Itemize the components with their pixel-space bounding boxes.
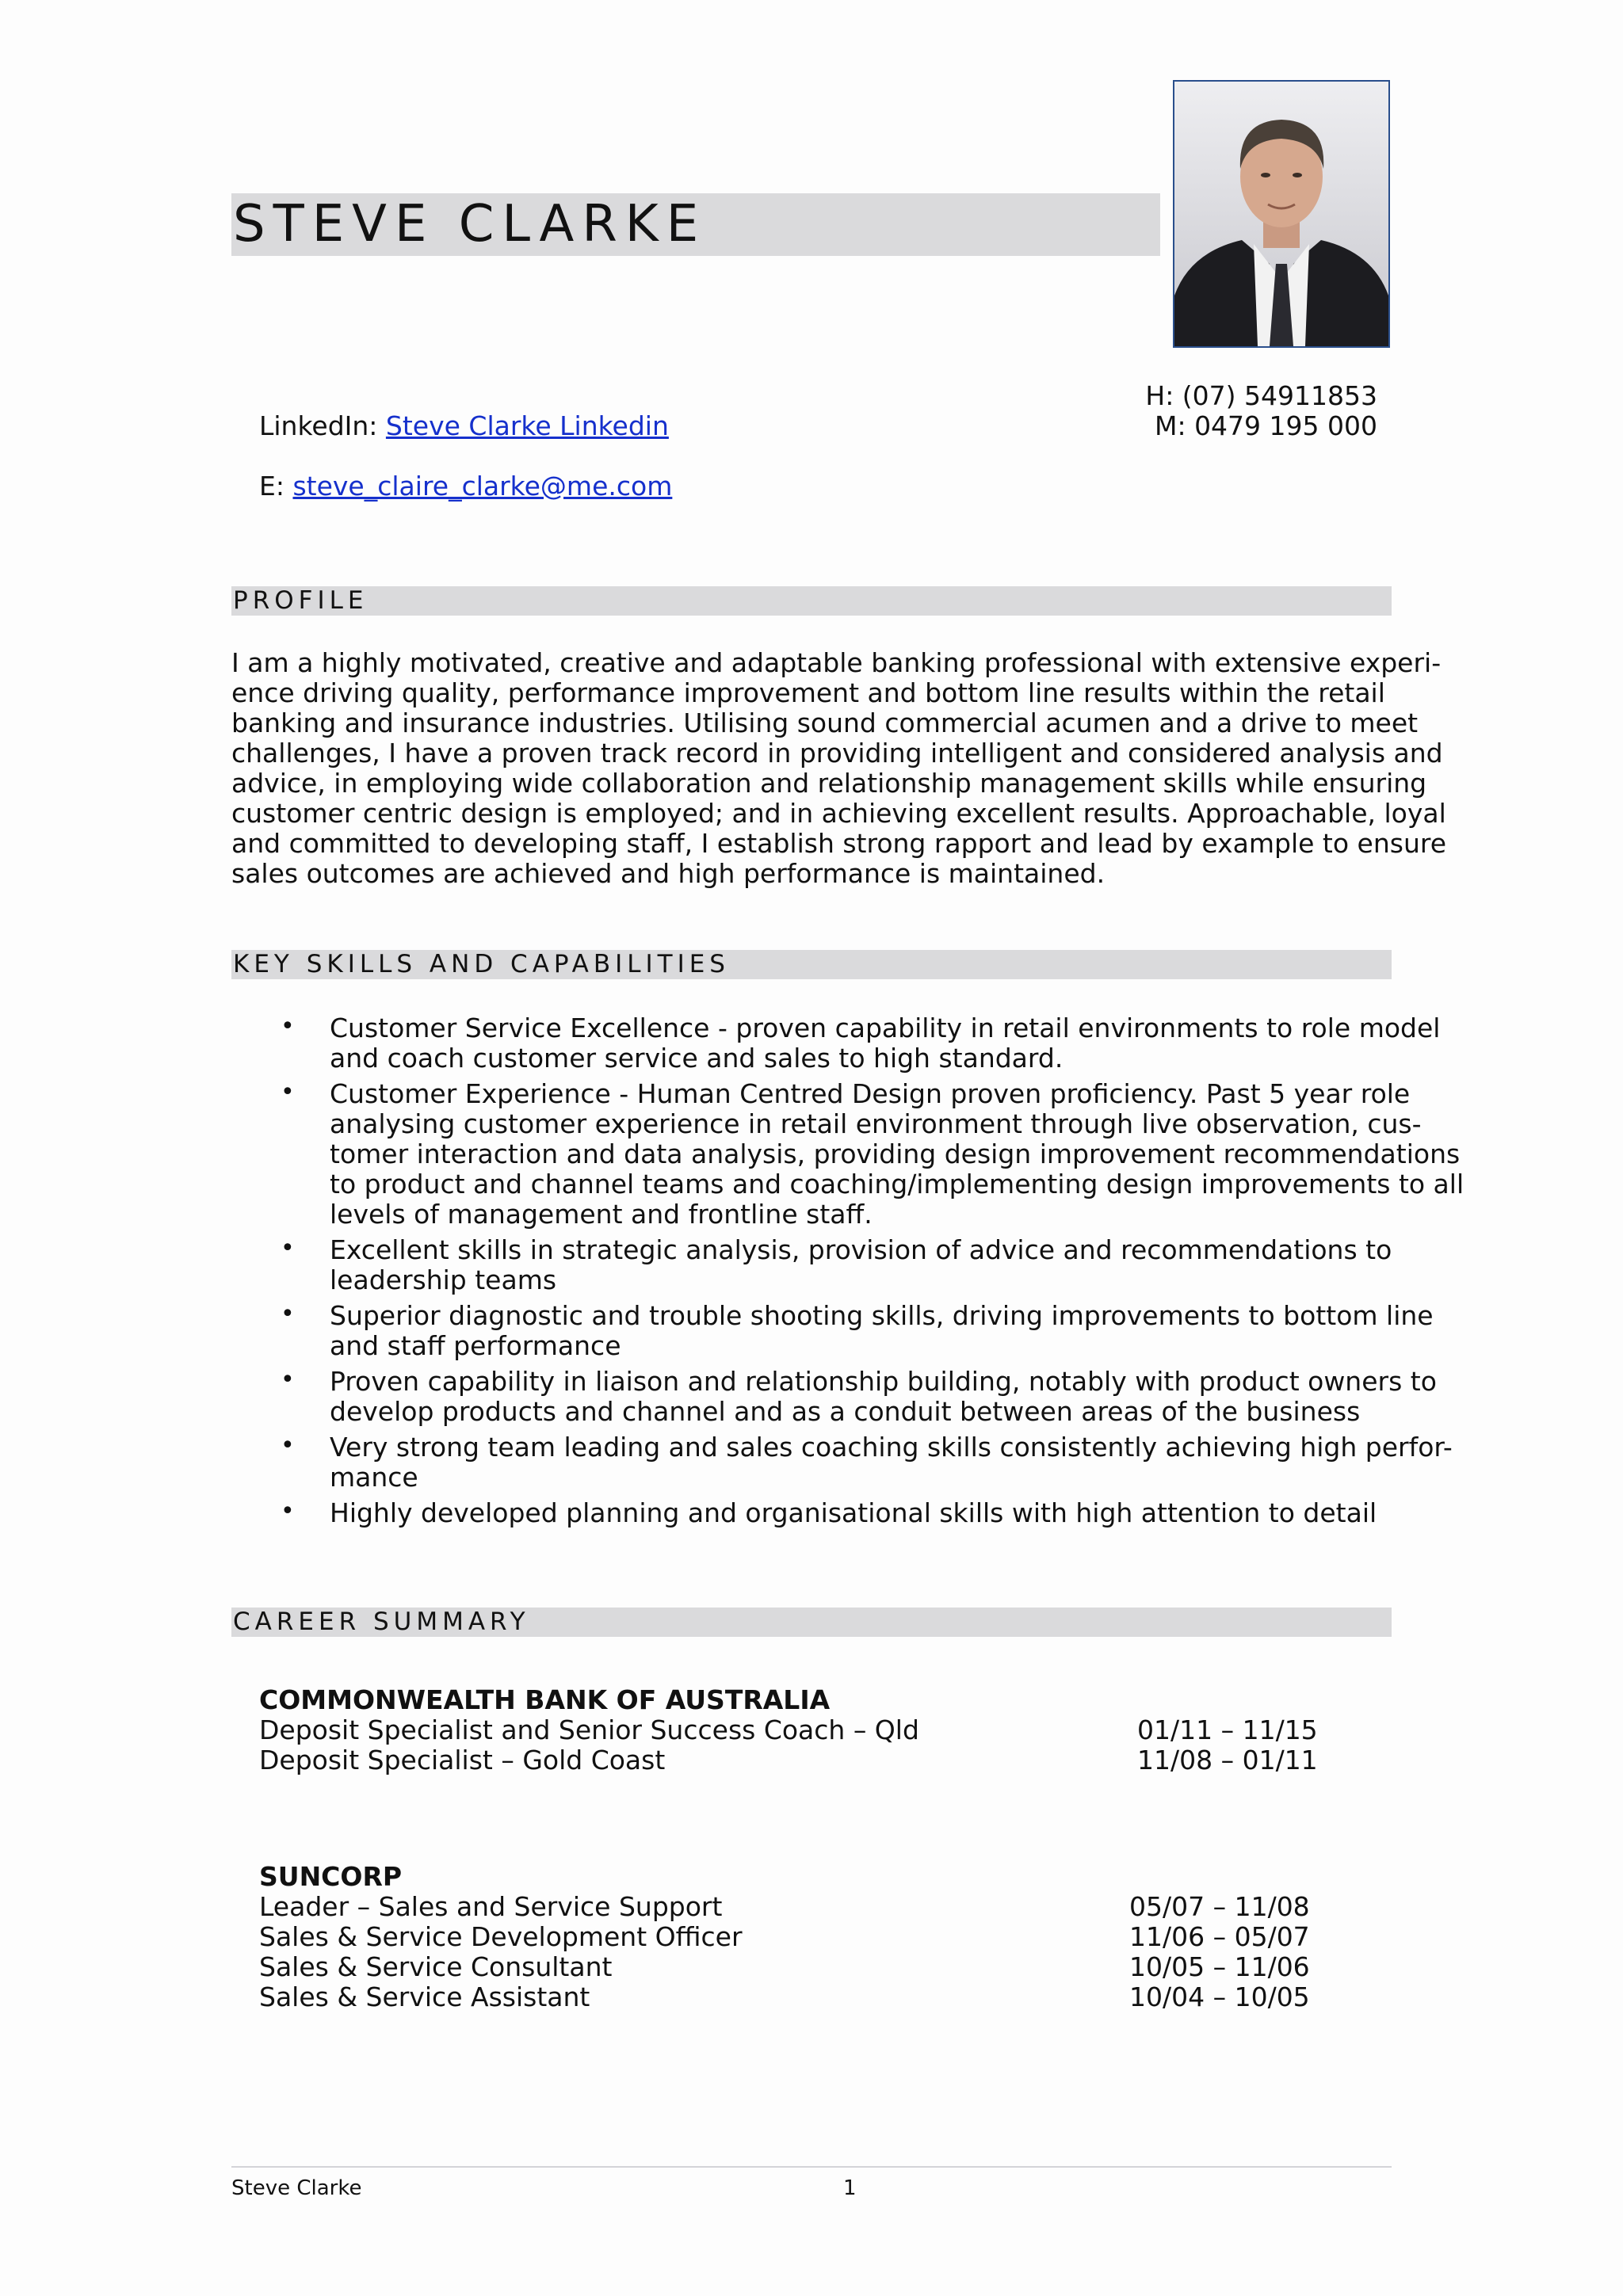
skill-line: leadership teams bbox=[330, 1264, 557, 1295]
skill-line: Excellent skills in strategic analysis, provision of advice and recommendations to bbox=[330, 1234, 1392, 1265]
role-dates: 05/07 – 11/08 bbox=[1129, 1891, 1310, 1922]
skill-item bbox=[231, 1366, 1437, 1427]
portrait-illustration bbox=[1174, 82, 1388, 346]
skill-line: mance bbox=[330, 1462, 418, 1493]
skill-line: Superior diagnostic and trouble shooting skills, driving improvements to bottom line bbox=[330, 1300, 1434, 1331]
bullet-icon: • bbox=[281, 1366, 295, 1394]
profile-photo bbox=[1173, 80, 1390, 348]
linkedin-label: LinkedIn: bbox=[259, 410, 386, 441]
bullet-icon: • bbox=[281, 1078, 295, 1106]
bullet-icon: • bbox=[281, 1497, 295, 1525]
skill-item bbox=[231, 1300, 1434, 1361]
bullet-icon: • bbox=[281, 1234, 295, 1262]
skill-item bbox=[231, 1013, 1441, 1074]
email-label: E: bbox=[259, 471, 293, 502]
role-title: Sales & Service Assistant bbox=[259, 1981, 590, 2012]
career-section-title: CAREER SUMMARY bbox=[233, 1608, 530, 1636]
page-number: 1 bbox=[843, 2176, 857, 2200]
skill-line: Customer Service Excellence - proven capability in retail environments to role model bbox=[330, 1013, 1441, 1043]
role-dates: 10/05 – 11/06 bbox=[1129, 1951, 1310, 1982]
role-dates: 11/06 – 05/07 bbox=[1129, 1921, 1310, 1952]
profile-line: banking and insurance industries. Utilising sound commercial acumen and a drive to meet bbox=[231, 707, 1419, 738]
skill-item bbox=[231, 1235, 1392, 1295]
footer-name: Steve Clarke bbox=[231, 2176, 362, 2200]
bullet-icon: • bbox=[281, 1300, 295, 1328]
footer-divider bbox=[231, 2166, 1392, 2168]
skill-item bbox=[231, 1432, 1453, 1493]
role-title: Leader – Sales and Service Support bbox=[259, 1891, 723, 1922]
employer-name: COMMONWEALTH BANK OF AUSTRALIA bbox=[259, 1684, 831, 1715]
profile-line: and committed to developing staff, I establish strong rapport and lead by example to ensure bbox=[231, 828, 1447, 859]
profile-line: advice, in employing wide collaboration and relationship management skills while ensuring bbox=[231, 768, 1427, 799]
email-line bbox=[259, 471, 672, 502]
role-dates: 10/04 – 10/05 bbox=[1129, 1981, 1310, 2012]
skills-section-title: KEY SKILLS AND CAPABILITIES bbox=[233, 950, 730, 978]
role-title: Deposit Specialist – Gold Coast bbox=[259, 1745, 666, 1775]
profile-text bbox=[231, 647, 1447, 889]
skill-line: Highly developed planning and organisational skills with high attention to detail bbox=[330, 1497, 1377, 1528]
linkedin-link[interactable]: Steve Clarke Linkedin bbox=[385, 410, 669, 441]
profile-section-bar bbox=[231, 586, 1392, 616]
skill-line: and coach customer service and sales to high standard. bbox=[330, 1043, 1064, 1074]
linkedin-line bbox=[259, 411, 669, 441]
skill-line: tomer interaction and data analysis, providing design improvement recommendations bbox=[330, 1138, 1461, 1169]
role-dates: 01/11 – 11/15 bbox=[1137, 1714, 1318, 1745]
skill-line: and staff performance bbox=[330, 1330, 621, 1361]
skill-item bbox=[231, 1078, 1465, 1230]
skill-line: develop products and channel and as a conduit between areas of the business bbox=[330, 1396, 1361, 1427]
mobile-phone: M: 0479 195 000 bbox=[1154, 410, 1377, 441]
role-title: Sales & Service Development Officer bbox=[259, 1921, 743, 1952]
skill-line: Customer Experience - Human Centred Design proven proficiency. Past 5 year role bbox=[330, 1078, 1411, 1109]
role-dates: 11/08 – 01/11 bbox=[1137, 1745, 1318, 1775]
profile-line: challenges, I have a proven track record in providing intelligent and considered analysis and bbox=[231, 738, 1443, 769]
skill-line: to product and channel teams and coaching/implementing design improvements to all bbox=[330, 1169, 1465, 1199]
profile-line: ence driving quality, performance improvement and bottom line results within the retail bbox=[231, 677, 1385, 708]
profile-line: I am a highly motivated, creative and adaptable banking professional with extensive experi- bbox=[231, 647, 1442, 678]
skill-item bbox=[231, 1498, 1392, 1528]
bullet-icon: • bbox=[281, 1432, 295, 1459]
bullet-icon: • bbox=[281, 1013, 295, 1040]
profile-line: sales outcomes are achieved and high performance is maintained. bbox=[231, 858, 1106, 889]
home-phone: H: (07) 54911853 bbox=[1145, 380, 1377, 411]
employer-name: SUNCORP bbox=[259, 1861, 403, 1892]
role-title: Sales & Service Consultant bbox=[259, 1951, 613, 1982]
profile-line: customer centric design is employed; and in achieving excellent results. Approachable, loyal bbox=[231, 798, 1446, 829]
skill-line: Very strong team leading and sales coaching skills consistently achieving high perfor- bbox=[330, 1432, 1453, 1463]
skill-line: levels of management and frontline staff. bbox=[330, 1199, 873, 1230]
role-title: Deposit Specialist and Senior Success Coach – Qld bbox=[259, 1714, 919, 1745]
profile-section-title: PROFILE bbox=[233, 586, 369, 615]
email-link[interactable]: steve_claire_clarke@me.com bbox=[292, 471, 673, 502]
skill-line: analysing customer experience in retail environment through live observation, cus- bbox=[330, 1108, 1422, 1139]
candidate-name: STEVE CLARKE bbox=[233, 195, 707, 254]
skill-line: Proven capability in liaison and relationship building, notably with product owners to bbox=[330, 1366, 1437, 1397]
skills-list bbox=[231, 1013, 1465, 1534]
